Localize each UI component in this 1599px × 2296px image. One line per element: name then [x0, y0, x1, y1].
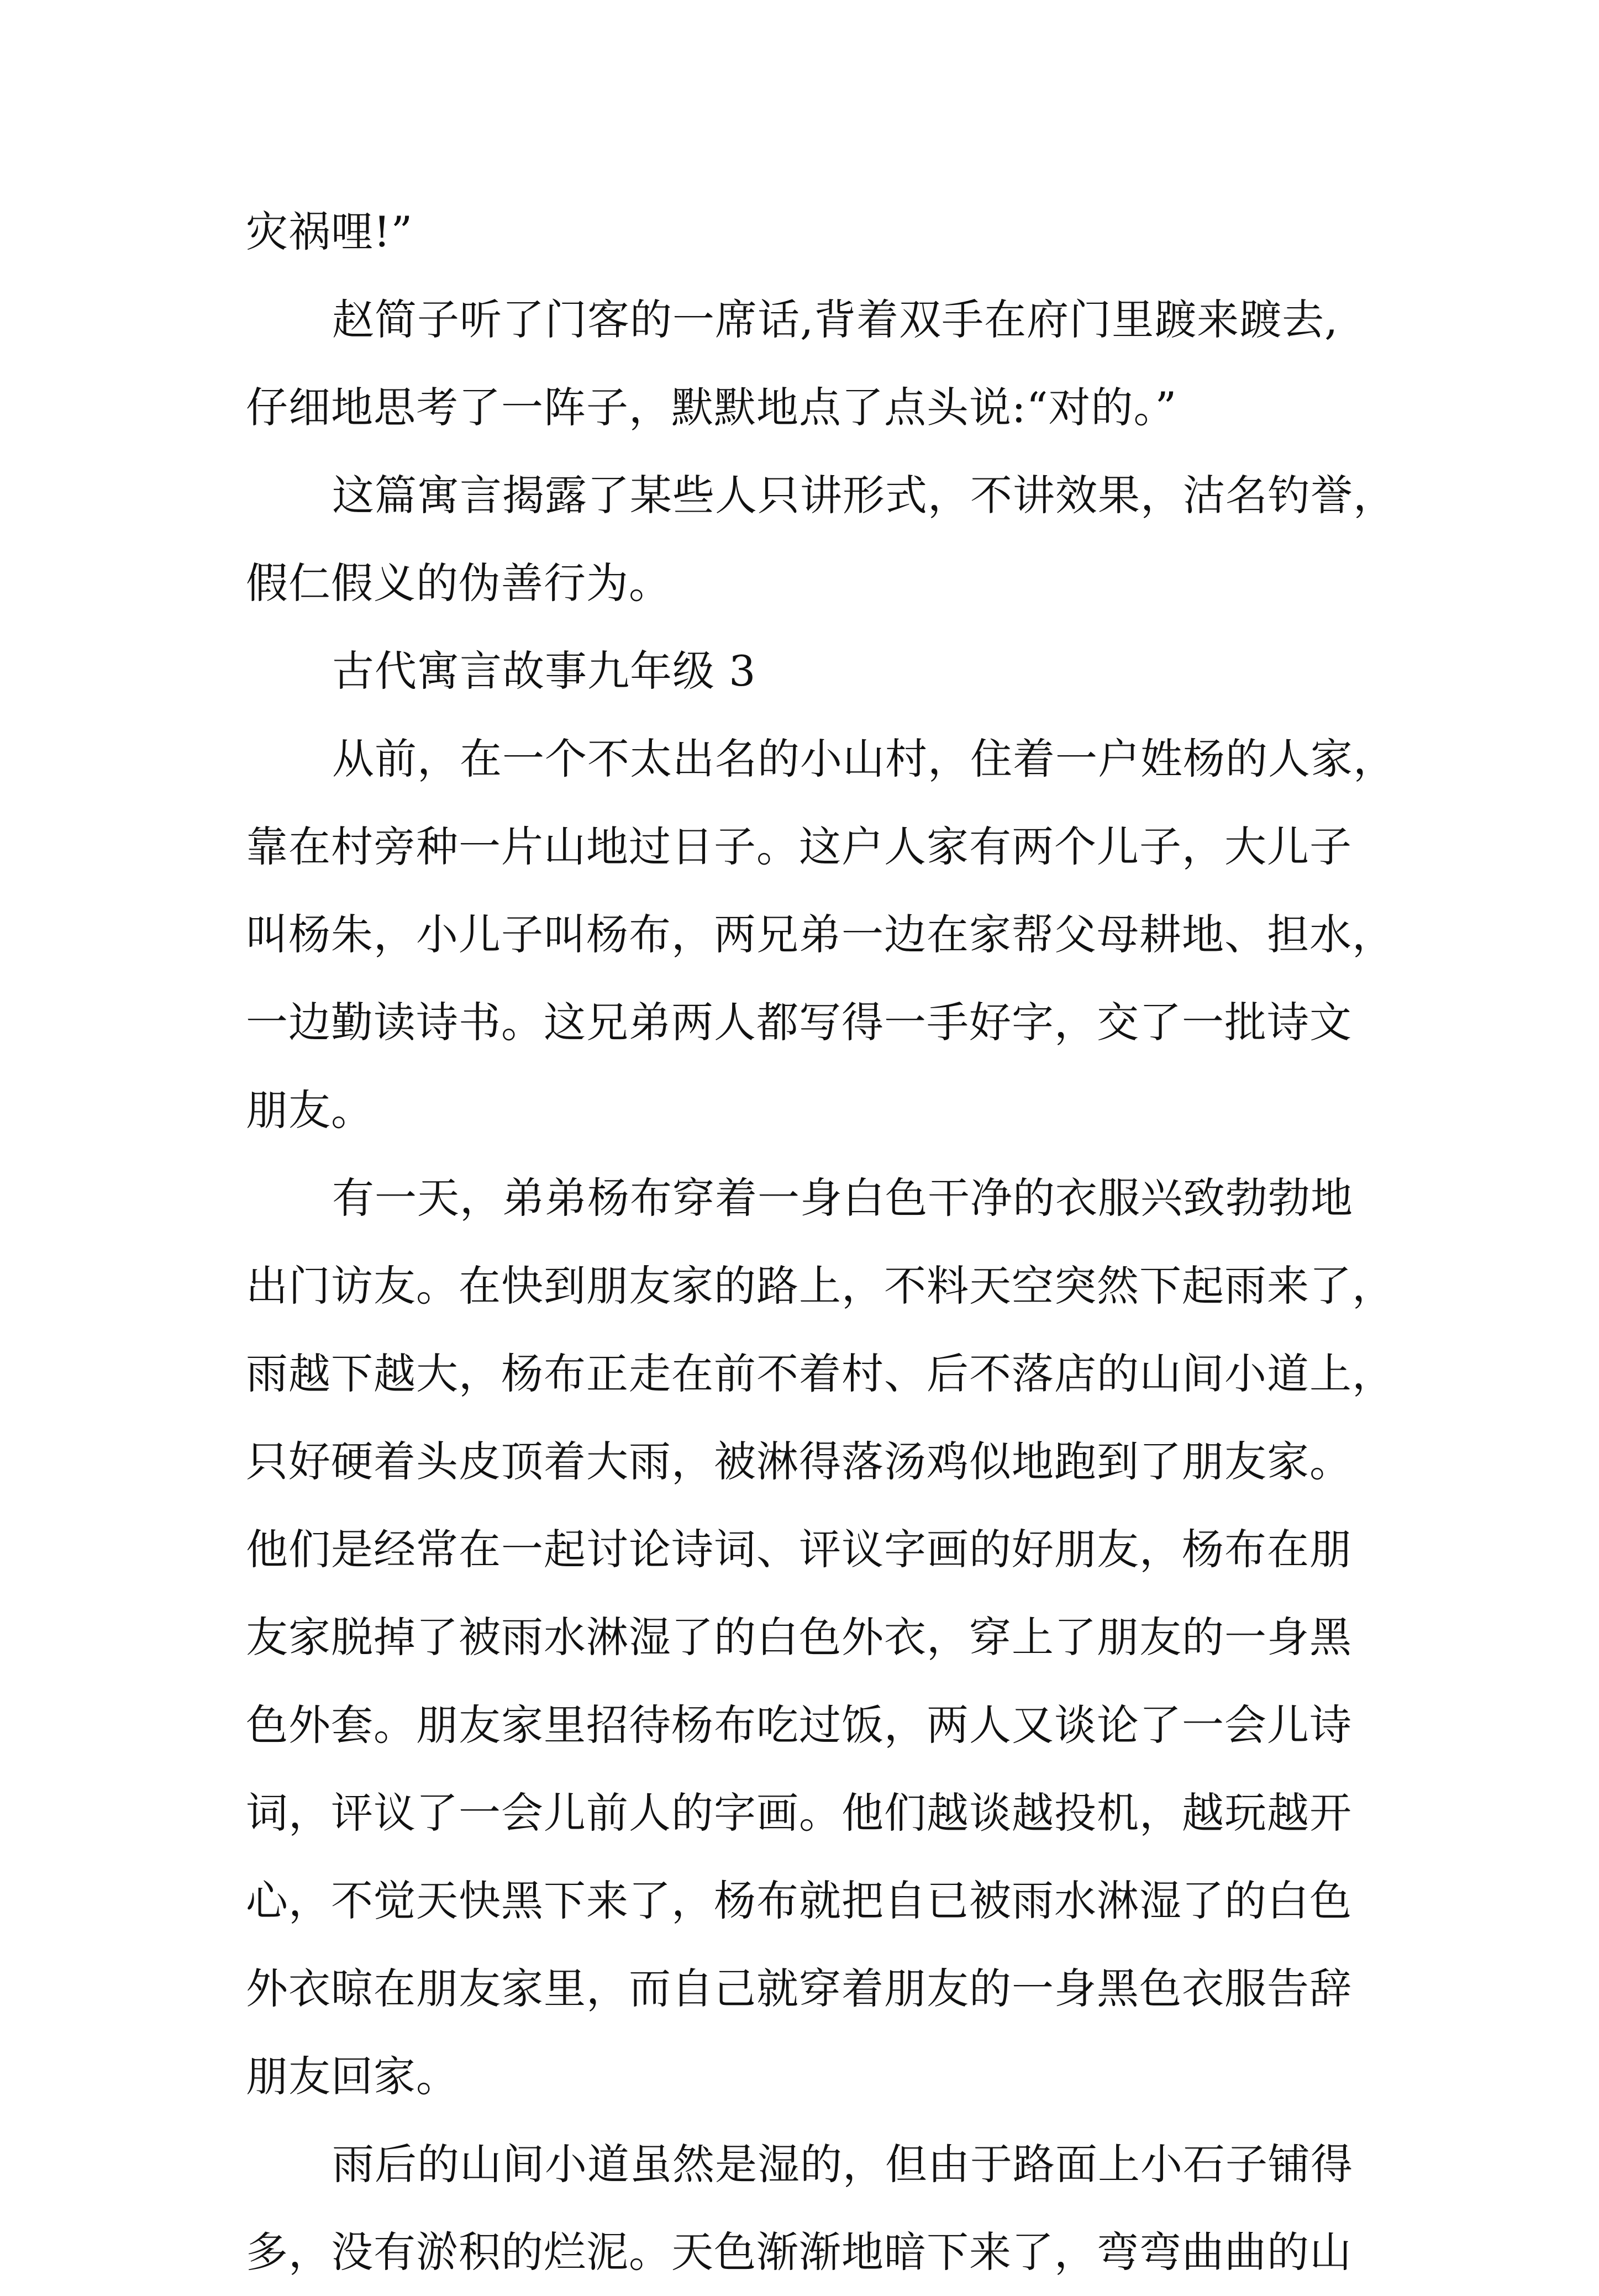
paragraph-5	[246, 715, 1396, 1154]
paragraph-6	[246, 1154, 1395, 2120]
text-line: 这篇寓言揭露了某些人只讲形式，不讲效果，沽名钓誉，	[332, 471, 1396, 520]
text-line: 外衣晾在朋友家里，而自己就穿着朋友的一身黑色衣服告辞	[246, 1964, 1352, 2013]
text-line: 朋友回家。	[246, 2052, 459, 2101]
text-line: 叫杨朱，小儿子叫杨布，两兄弟一边在家帮父母耕地、担水，	[246, 910, 1395, 959]
paragraph-2	[246, 276, 1356, 451]
text-line: 词，评议了一会儿前人的字画。他们越谈越投机，越玩越开	[246, 1788, 1352, 1837]
text-line: 友家脱掉了被雨水淋湿了的白色外衣，穿上了朋友的一身黑	[246, 1613, 1352, 1662]
paragraph-3	[246, 451, 1396, 627]
text-line: 雨越下越大，杨布正走在前不着村、后不落店的山间小道上，	[246, 1349, 1395, 1398]
text-line: 他们是经常在一起讨论诗词、评议字画的好朋友，杨布在朋	[246, 1525, 1352, 1574]
text-line: 朋友。	[246, 1086, 374, 1135]
paragraph-1	[246, 188, 1356, 276]
paragraph-7	[246, 2120, 1356, 2296]
text-line: 靠在村旁种一片山地过日子。这户人家有两个儿子，大儿子	[246, 822, 1352, 871]
document-body	[246, 188, 1396, 2296]
text-line: 从前，在一个不太出名的小山村，住着一户姓杨的人家，	[332, 734, 1396, 783]
text-line: 色外套。朋友家里招待杨布吃过饭，两人又谈论了一会儿诗	[246, 1700, 1352, 1750]
text-line: 雨后的山间小道虽然是湿的，但由于路面上小石子铺得	[332, 2140, 1353, 2189]
text-line: 灾祸哩!”	[246, 207, 413, 256]
text-line: 仔细地思考了一阵子，默默地点了点头说:“对的。”	[246, 383, 1177, 432]
text-line: 出门访友。在快到朋友家的路上，不料天空突然下起雨来了，	[246, 1261, 1395, 1310]
text-line: 假仁假义的伪善行为。	[246, 559, 671, 608]
text-line: 只好硬着头皮顶着大雨，被淋得落汤鸡似地跑到了朋友家。	[246, 1437, 1352, 1486]
text-line: 一边勤读诗书。这兄弟两人都写得一手好字，交了一批诗文	[246, 998, 1352, 1047]
section-heading	[246, 627, 1356, 715]
text-line: 多，没有淤积的烂泥。天色渐渐地暗下来了，弯弯曲曲的山	[246, 2227, 1352, 2277]
text-line: 心，不觉天快黑下来了，杨布就把自已被雨水淋湿了的白色	[246, 1876, 1352, 1925]
text-line: 有一天，弟弟杨布穿着一身白色干净的衣服兴致勃勃地	[332, 1173, 1353, 1223]
text-line: 赵简子听了门客的一席话,背着双手在府门里踱来踱去,	[332, 295, 1339, 344]
heading-line: 古代寓言故事九年级 3	[332, 646, 756, 696]
